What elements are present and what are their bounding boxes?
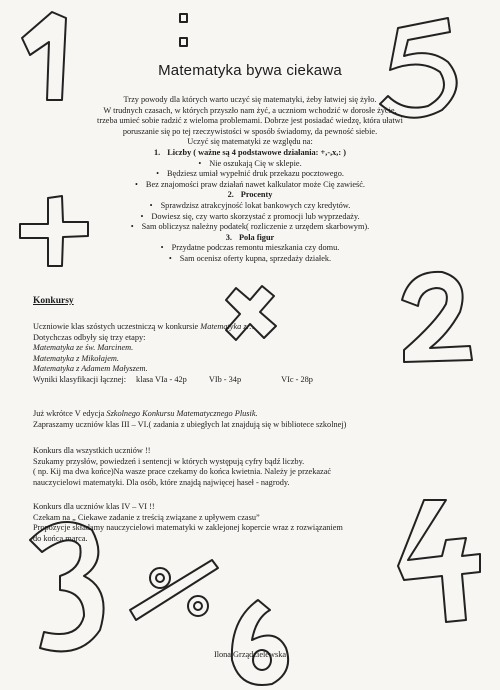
digit-6-drawing	[232, 600, 288, 685]
reason-heading	[60, 148, 440, 159]
intro-paragraph	[95, 95, 405, 148]
percent-sign-drawing	[130, 560, 218, 620]
intro-line: trzeba umieć sobie radzić z wieloma problemami. Dobrze jest posiadać wiedzę, która ułatwi	[97, 116, 403, 126]
stage-item: Matematyka z Adamem Małyszem.	[33, 364, 148, 374]
list-item: • Sprawdzisz atrakcyjność lokat bankowych czy kredytów.	[60, 201, 440, 212]
contest-line: Propozycje składamy nauczycielowi matematyki w zaklejonej kopercie wraz z rozwiązaniem	[33, 523, 343, 533]
contest-line: Szukamy przysłów, powiedzeń i sentencji w których występują cyfry bądź liczby.	[33, 456, 305, 466]
intro-line: poruszanie się po tej rzeczywistości w sposób świadomy, da pewność siebie.	[122, 126, 378, 136]
contest-line: Dotychczas odbyły się trzy etapy:	[33, 332, 146, 342]
result-value: klasa VIa - 42p	[136, 374, 187, 384]
contest-text: Uczniowie klas szóstych uczestniczą w konkursie	[33, 322, 201, 331]
stage-item: Matematyka ze św. Marcinem.	[33, 343, 134, 353]
contest-block-plusik	[33, 409, 453, 430]
contest-line: ( np. Kij ma dwa końce)Na wasze prace czekamy do końca kwietnia. Należy je przekazać	[33, 467, 332, 477]
contest-line: Konkurs dla wszystkich uczniów !!	[33, 446, 151, 455]
reason-title: Procenty	[240, 190, 273, 200]
reason-number: 2.	[227, 190, 234, 200]
list-item: • Nie oszukają Cię w sklepie.	[60, 159, 440, 170]
list-item: • Sam obliczysz należny podatek( rozliczenie z urzędem skarbowym).	[60, 222, 440, 233]
contest-text: Już wkrótce V edycja	[33, 409, 107, 418]
author-signature: Ilona Grządzielewska	[213, 650, 287, 659]
stage-item: Matematyka z Mikołajem.	[33, 353, 119, 363]
reason-items	[60, 243, 440, 264]
list-item: • Dowiesz się, czy warto skorzystać z promocji lub wyprzedaży.	[60, 212, 440, 223]
reason-number: 3.	[225, 232, 232, 242]
reasons-list	[60, 148, 440, 265]
contest-line: do końca marca.	[33, 533, 88, 543]
contest-line: nauczycielowi matematyki. Dla osób, które znajdą najwięcej haseł - nagrody.	[33, 477, 290, 487]
reason-items	[60, 159, 440, 191]
list-item: • Sam ocenisz oferty kupna, sprzedaży działek.	[60, 254, 440, 265]
list-item: • Przydatne podczas remontu mieszkania czy domu.	[60, 243, 440, 254]
reason-number: 1.	[154, 148, 161, 157]
intro-line: W trudnych czasach, w których przyszło nam żyć, a uczniom wchodzić w dorosłe życie,	[103, 105, 397, 115]
reason-heading	[60, 190, 440, 201]
contest-title: Szkolnego Konkursu Matematycznego Plusik.	[106, 409, 258, 418]
reason-title: Liczby ( ważne są 4 podstawowe działania: +,-,x,: )	[167, 148, 346, 157]
digit-1-drawing	[22, 12, 66, 100]
reason-title: Pola figur	[238, 232, 275, 242]
result-value: VIc - 28p	[281, 374, 313, 384]
contest-block-sayings	[33, 446, 453, 488]
results-label: Wyniki klasyfikacji łącznej:	[33, 374, 127, 384]
page-title: Matematyka bywa ciekawa	[158, 62, 342, 79]
list-item: • Bez znajomości praw działań nawet kalkulator może Cię zawieść.	[60, 180, 440, 191]
contest-title: Matematyka z…	[200, 322, 254, 331]
intro-line: Uczyć się matematyki ze względu na:	[187, 137, 313, 147]
list-item: • Będziesz umiał wypełnić druk przekazu pocztowego.	[60, 169, 440, 180]
colon-sign-drawing	[180, 14, 187, 22]
contest-line: Zapraszamy uczniów klas III – VI.( zadania z ubiegłych lat znajdują się w bibliotece szkolnej)	[33, 419, 347, 429]
contest-block-time-task	[33, 502, 453, 544]
result-value: VIb - 34p	[208, 374, 242, 384]
results-line	[33, 375, 453, 386]
reason-items	[60, 201, 440, 233]
contest-line: Konkurs dla uczniów klas IV – VI !!	[33, 502, 155, 511]
contest-line	[33, 322, 453, 333]
reason-heading	[60, 233, 440, 244]
contest-line: Czekam na „ Ciekawe zadanie z treścią związane z upływem czasu”	[33, 512, 260, 522]
konkursy-heading: Konkursy	[33, 296, 74, 306]
intro-line: Trzy powody dla których warto uczyć się matematyki, żeby łatwiej się żyło.	[123, 95, 377, 104]
contest-block-sixth-grade	[33, 322, 453, 386]
contest-line	[33, 409, 453, 420]
